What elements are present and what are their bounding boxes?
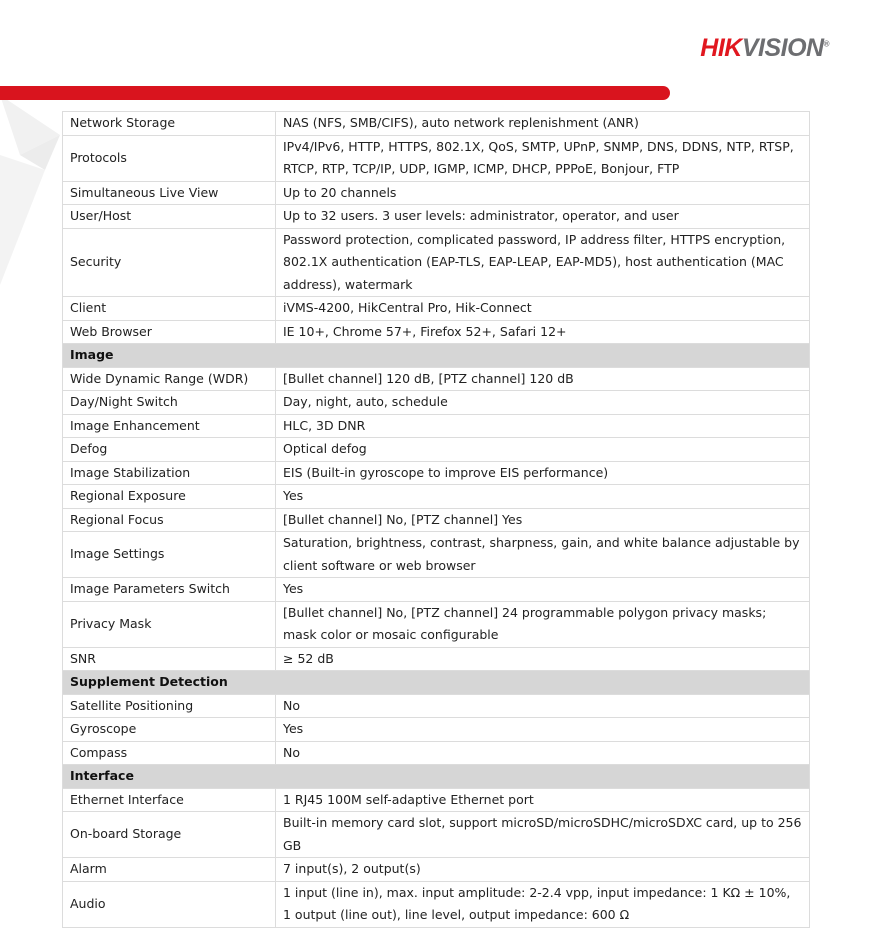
section-header <box>63 671 810 695</box>
section-title: Interface <box>63 765 810 789</box>
spec-row <box>63 181 810 205</box>
section-title: Supplement Detection <box>63 671 810 695</box>
spec-row <box>63 578 810 602</box>
spec-row <box>63 508 810 532</box>
spec-value: Day, night, auto, schedule <box>276 391 810 415</box>
spec-value: Up to 32 users. 3 user levels: administrator, operator, and user <box>276 205 810 229</box>
spec-label: Simultaneous Live View <box>63 181 276 205</box>
spec-label: Day/Night Switch <box>63 391 276 415</box>
spec-value: No <box>276 741 810 765</box>
spec-label: Regional Exposure <box>63 485 276 509</box>
spec-row <box>63 601 810 647</box>
spec-row <box>63 788 810 812</box>
spec-row <box>63 205 810 229</box>
spec-label: Alarm <box>63 858 276 882</box>
spec-label: Client <box>63 297 276 321</box>
spec-value: NAS (NFS, SMB/CIFS), auto network replenishment (ANR) <box>276 112 810 136</box>
spec-value: 1 RJ45 100M self-adaptive Ethernet port <box>276 788 810 812</box>
spec-row <box>63 718 810 742</box>
section-header <box>63 344 810 368</box>
spec-value: Yes <box>276 578 810 602</box>
logo-text-red: HIK <box>700 34 742 62</box>
spec-row <box>63 135 810 181</box>
spec-label: Image Enhancement <box>63 414 276 438</box>
spec-label: Audio <box>63 881 276 927</box>
spec-label: SNR <box>63 647 276 671</box>
spec-label: Security <box>63 228 276 297</box>
spec-label: Ethernet Interface <box>63 788 276 812</box>
spec-value: Yes <box>276 485 810 509</box>
spec-value: IE 10+, Chrome 57+, Firefox 52+, Safari 12+ <box>276 320 810 344</box>
spec-row <box>63 694 810 718</box>
spec-value: ≥ 52 dB <box>276 647 810 671</box>
spec-table <box>62 111 810 928</box>
spec-label: Defog <box>63 438 276 462</box>
spec-label: Web Browser <box>63 320 276 344</box>
spec-row <box>63 228 810 297</box>
spec-value: EIS (Built-in gyroscope to improve EIS performance) <box>276 461 810 485</box>
section-header <box>63 765 810 789</box>
spec-value: Optical defog <box>276 438 810 462</box>
spec-row <box>63 461 810 485</box>
spec-row <box>63 741 810 765</box>
hikvision-logo <box>700 34 829 63</box>
spec-label: Regional Focus <box>63 508 276 532</box>
spec-label: Gyroscope <box>63 718 276 742</box>
spec-label: Image Settings <box>63 532 276 578</box>
spec-row <box>63 532 810 578</box>
spec-row <box>63 858 810 882</box>
spec-value: HLC, 3D DNR <box>276 414 810 438</box>
spec-value: iVMS-4200, HikCentral Pro, Hik-Connect <box>276 297 810 321</box>
spec-row <box>63 485 810 509</box>
spec-row <box>63 112 810 136</box>
spec-label: Privacy Mask <box>63 601 276 647</box>
spec-row <box>63 812 810 858</box>
logo-text-gray: VISION <box>741 34 824 62</box>
spec-value: Up to 20 channels <box>276 181 810 205</box>
watermark-graphic <box>0 95 70 285</box>
spec-value: No <box>276 694 810 718</box>
spec-row <box>63 391 810 415</box>
spec-value: Built-in memory card slot, support microSD/microSDHC/microSDXC card, up to 256 GB <box>276 812 810 858</box>
spec-value: [Bullet channel] No, [PTZ channel] Yes <box>276 508 810 532</box>
spec-row <box>63 320 810 344</box>
spec-row <box>63 438 810 462</box>
spec-row <box>63 881 810 927</box>
spec-label: Compass <box>63 741 276 765</box>
spec-row <box>63 647 810 671</box>
spec-value: 7 input(s), 2 output(s) <box>276 858 810 882</box>
spec-label: Protocols <box>63 135 276 181</box>
spec-row <box>63 414 810 438</box>
spec-label: Satellite Positioning <box>63 694 276 718</box>
spec-label: User/Host <box>63 205 276 229</box>
spec-label: Image Parameters Switch <box>63 578 276 602</box>
spec-value: [Bullet channel] 120 dB, [PTZ channel] 120 dB <box>276 367 810 391</box>
spec-value: Yes <box>276 718 810 742</box>
header-accent-bar <box>0 86 670 100</box>
spec-value: IPv4/IPv6, HTTP, HTTPS, 802.1X, QoS, SMTP, UPnP, SNMP, DNS, DDNS, NTP, RTSP, RTCP, RTP, TCP/IP, UDP, IGMP, ICMP, DHCP, PPPoE, Bonjour, FTP <box>276 135 810 181</box>
spec-label: Network Storage <box>63 112 276 136</box>
spec-value: 1 input (line in), max. input amplitude: 2-2.4 vpp, input impedance: 1 KΩ ± 10%, 1 output (line out), line level, output impedance: 600 Ω <box>276 881 810 927</box>
spec-value: Password protection, complicated password, IP address filter, HTTPS encryption, 802.1X authentication (EAP-TLS, EAP-LEAP, EAP-MD5), host authentication (MAC address), watermark <box>276 228 810 297</box>
spec-label: On-board Storage <box>63 812 276 858</box>
spec-table-body <box>63 112 810 928</box>
spec-row <box>63 367 810 391</box>
logo-registered-mark: ® <box>823 39 829 49</box>
spec-label: Image Stabilization <box>63 461 276 485</box>
spec-label: Wide Dynamic Range (WDR) <box>63 367 276 391</box>
spec-value: Saturation, brightness, contrast, sharpness, gain, and white balance adjustable by client software or web browser <box>276 532 810 578</box>
section-title: Image <box>63 344 810 368</box>
spec-row <box>63 297 810 321</box>
spec-value: [Bullet channel] No, [PTZ channel] 24 programmable polygon privacy masks; mask color or mosaic configurable <box>276 601 810 647</box>
